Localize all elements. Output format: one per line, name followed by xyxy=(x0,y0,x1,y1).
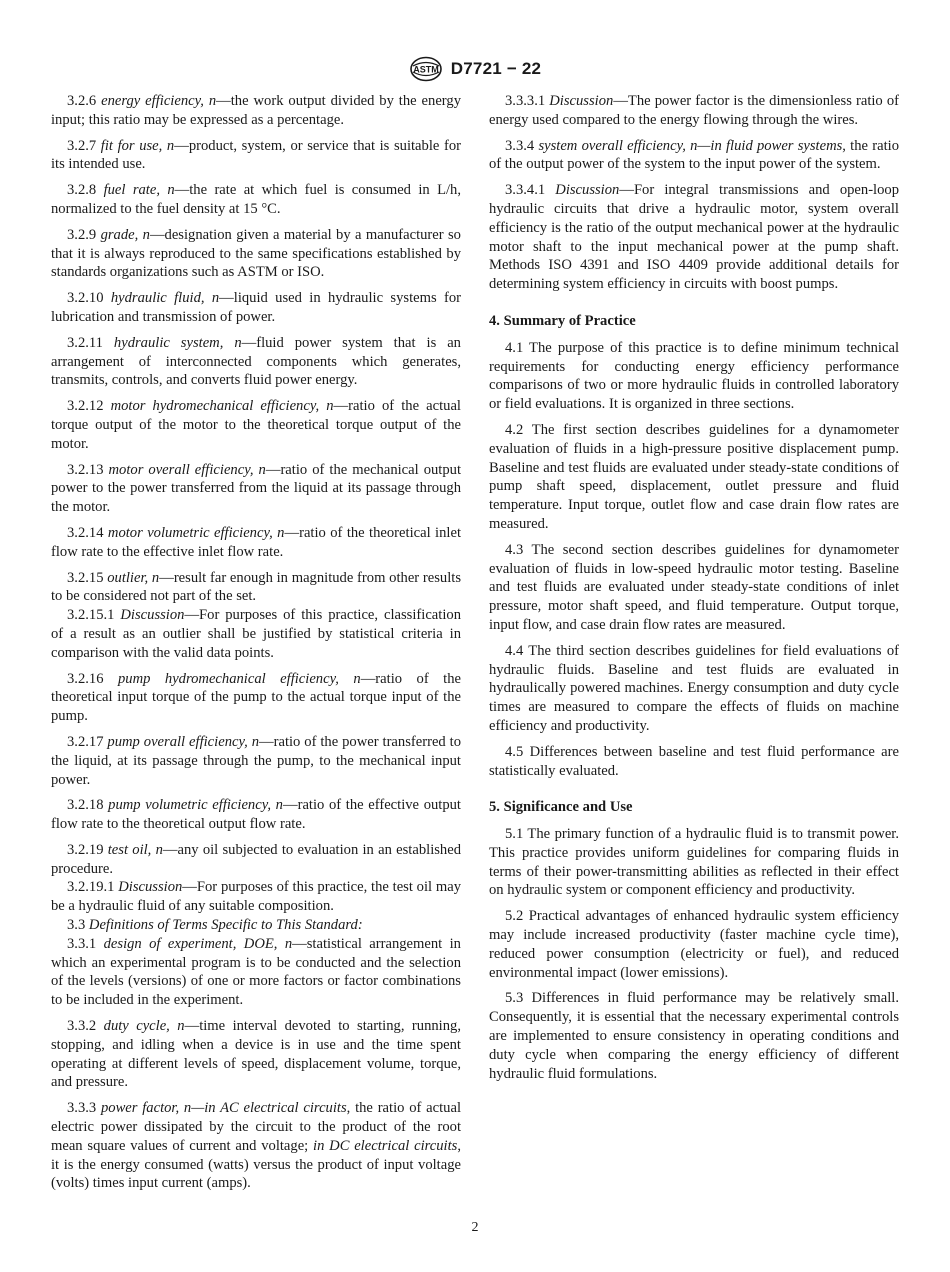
definition-term: Definitions of Terms Specific to This Standard: xyxy=(88,917,363,934)
definition-paragraph xyxy=(51,796,461,834)
body-paragraph: 5.2 Practical advantages of enhanced hydraulic system efficiency may include increased productivity (faster machine cycle time), reduced power consumption (electricity or fuel), and reduced environmental impact (lower emissions). xyxy=(489,908,899,981)
definition-number: 3.2.9 xyxy=(67,226,97,243)
definition-number: 3.2.17 xyxy=(67,733,104,750)
definition-term: motor overall efficiency, n xyxy=(108,461,266,478)
definition-text-secondary: , it is the energy consumed (watts) versus the product of input voltage (volts) times input current (amps). xyxy=(51,1137,461,1192)
definition-paragraph xyxy=(51,569,461,607)
definition-text: —fluid power system that is an arrangement of interconnected components which generates, transmits, controls, and converts fluid power energy. xyxy=(51,334,461,389)
definition-text: —the work output divided by the energy input; this ratio may be expressed as a percentage. xyxy=(51,93,461,128)
definition-number: 3.2.6 xyxy=(67,93,97,109)
definition-term: Discussion xyxy=(120,607,185,624)
definition-text: —statistical arrangement in which an experimental program is to be conducted and the selection of the levels (versions) of one or more factors or factor combinations to be included in the experiment. xyxy=(51,935,461,1009)
definition-number: 3.3.2 xyxy=(67,1018,97,1035)
definition-text: —ratio of the mechanical output power to the power transferred from the liquid at its passage through the motor. xyxy=(51,461,461,516)
definition-paragraph xyxy=(489,137,899,175)
body-paragraph: 5.3 Differences in fluid performance may be relatively small. Consequently, it is essential that the necessary experimental controls are implemented to ensure consistency in operating conditions and duty cycle when comparing the energy efficiency of different hydraulic fluid formulations. xyxy=(489,990,899,1082)
definition-term: grade, n xyxy=(100,226,150,243)
definition-term: system overall efficiency, n—in fluid power systems xyxy=(538,137,843,154)
definition-number: 3.2.19.1 xyxy=(67,879,115,896)
astm-logo-icon xyxy=(409,56,443,82)
definition-term: pump overall efficiency, n xyxy=(107,733,260,750)
definition-text: —liquid used in hydraulic systems for lubrication and transmission of power. xyxy=(51,290,461,325)
definition-text: , the ratio of the output power of the system to the input power of the system. xyxy=(489,137,899,173)
definition-paragraph xyxy=(51,289,461,327)
body-paragraph: 4.2 The first section describes guidelines for a dynamometer evaluation of fluids in a high-pressure positive displacement pump. Baseline and test fluids are evaluated under steady-state conditions of pump shaft speed, displacement, outlet pressure and fluid temperature. Input torque, outlet flow and case drain flow rates are measured. xyxy=(489,421,899,532)
definition-number: 3.2.10 xyxy=(67,290,104,307)
body-paragraph: 4.1 The purpose of this practice is to define minimum technical requirements for conducting energy efficiency performance comparisons of two or more hydraulic fluids in controlled laboratory or field evaluations. It is organized in three sections. xyxy=(489,339,899,413)
definition-term: energy efficiency, n xyxy=(101,93,217,109)
body-paragraph: 4.5 Differences between baseline and test fluid performance are statistically evaluated. xyxy=(489,743,899,779)
definition-text: —ratio of the theoretical inlet flow rate to the effective inlet flow rate. xyxy=(51,524,461,560)
definition-term: fit for use, n xyxy=(100,137,175,154)
definition-number: 3.3.3.1 xyxy=(505,93,546,109)
definition-paragraph xyxy=(51,92,461,130)
definition-term: outlier, n xyxy=(107,569,160,586)
left-column xyxy=(51,92,461,1200)
definition-paragraph xyxy=(51,670,461,726)
definition-number: 3.2.12 xyxy=(67,398,104,415)
definition-paragraph xyxy=(51,524,461,562)
section-5-heading: 5. Significance and Use xyxy=(489,799,633,816)
definition-text: —ratio of the power transferred to the liquid, at its passage through the pump, to the mechanical input power. xyxy=(51,733,461,788)
definition-term-secondary: in DC electrical circuits xyxy=(313,1137,458,1154)
definition-term: Discussion xyxy=(118,879,183,896)
document-designation: D7721 − 22 xyxy=(450,59,542,78)
definition-number: 3.3.1 xyxy=(67,935,97,952)
definition-term: Discussion xyxy=(555,182,620,199)
definition-paragraph xyxy=(51,916,461,935)
definition-text: —any oil subjected to evaluation in an established procedure. xyxy=(51,841,461,877)
body-paragraph: 5.1 The primary function of a hydraulic fluid is to transmit power. This practice provides uniform guidelines for comparing fluids in terms of their power-transmitting abilities as reflected in their effect on hydraulic system or component efficiency and productivity. xyxy=(489,826,899,899)
definition-term: design of experiment, DOE, n xyxy=(103,935,293,952)
svg-text:ASTM: ASTM xyxy=(413,64,439,75)
definition-text: —The power factor is the dimensionless ratio of energy used compared to the energy flowing through the wires. xyxy=(489,93,899,128)
definition-number: 3.3.4 xyxy=(505,137,535,154)
definition-term: pump volumetric efficiency, n xyxy=(108,797,283,814)
definition-term: hydraulic fluid, n xyxy=(110,290,220,307)
definition-term: duty cycle, n xyxy=(103,1018,185,1035)
right-column xyxy=(489,92,899,1090)
definition-paragraph xyxy=(51,334,461,390)
definition-number: 3.3.4.1 xyxy=(505,182,546,199)
definition-number: 3.2.7 xyxy=(67,137,97,154)
definition-paragraph xyxy=(51,1099,461,1193)
definition-number: 3.2.18 xyxy=(67,797,104,814)
definition-term: test oil, n xyxy=(107,841,163,858)
definition-term: pump hydromechanical efficiency, n xyxy=(117,670,361,687)
definition-term: motor volumetric efficiency, n xyxy=(107,524,285,541)
definition-paragraph xyxy=(51,841,461,879)
definition-text: —result far enough in magnitude from other results to be considered not part of the set. xyxy=(51,569,461,605)
definition-number: 3.2.11 xyxy=(67,334,103,351)
definition-text: —ratio of the actual torque output of the motor to the theoretical torque output of the motor. xyxy=(51,398,461,452)
definition-number: 3.2.14 xyxy=(67,524,104,541)
definition-number: 3.3.3 xyxy=(67,1100,97,1117)
definition-paragraph xyxy=(51,1017,461,1092)
definition-text: —ratio of the effective output flow rate to the theoretical output flow rate. xyxy=(51,797,461,833)
body-paragraph: 4.3 The second section describes guidelines for dynamometer evaluation of fluids in low-speed hydraulic motor testing. Baseline and test fluids are evaluated under steady-state conditions of inlet pressure, motor shaft speed, and fluid temperature. Output torque, input flow, and case drain flow rates are measured. xyxy=(489,541,899,633)
definition-text: —For purposes of this practice, classification of a result as an outlier shall be justified by statistical criteria in comparison with the valid data points. xyxy=(51,607,461,661)
definition-paragraph xyxy=(51,181,461,219)
definition-paragraph xyxy=(51,733,461,789)
definition-paragraph xyxy=(51,606,461,662)
definition-paragraph xyxy=(51,226,461,282)
definition-paragraph xyxy=(51,137,461,175)
definition-text: , the ratio of actual electric power dissipated by the circuit to the product of the root mean square values of current and voltage; xyxy=(51,1100,462,1154)
definition-paragraph xyxy=(489,92,899,130)
definition-number: 3.3 xyxy=(67,917,86,934)
definition-text: —product, system, or service that is suitable for its intended use. xyxy=(51,137,461,173)
definition-text: —time interval devoted to starting, running, stopping, and idling when a device is in use and the time spent operating at different levels of speed, displacement volume, torque, and pressure. xyxy=(51,1018,461,1091)
definition-term: fuel rate, n xyxy=(103,182,175,199)
definition-number: 3.2.15 xyxy=(67,569,104,586)
section-4-heading: 4. Summary of Practice xyxy=(489,312,636,329)
definition-number: 3.2.15.1 xyxy=(67,607,115,624)
definition-term: power factor, n—in AC electrical circuits xyxy=(100,1100,347,1117)
definition-text: —For purposes of this practice, the test oil may be a hydraulic fluid of any suitable composition. xyxy=(51,879,461,915)
body-paragraph: 4.4 The third section describes guidelines for field evaluations of hydraulic fluids. Baseline and test fluids are evaluated in hydraulically powered machines. Energy consumption and duty cycle times are measured to compare the effects of fluids on machine efficiency and productivity. xyxy=(489,642,899,734)
definition-text: —ratio of the theoretical input torque of the pump to the actual torque input of the pump. xyxy=(51,670,461,725)
definition-number: 3.2.16 xyxy=(67,670,104,687)
definition-paragraph xyxy=(51,397,461,453)
definition-number: 3.2.8 xyxy=(67,182,97,199)
definition-number: 3.2.13 xyxy=(67,461,104,478)
definition-text: —For integral transmissions and open-loop hydraulic circuits that drive a hydraulic motor, system overall efficiency is the ratio of the output mechanical power at the hydraulic motor shaft to the input mechanical power at the pump shaft. Methods ISO 4391 and ISO 4409 provide additional details for determining system efficiency in circuits with boost pumps. xyxy=(489,182,899,293)
definition-paragraph xyxy=(489,181,899,294)
definition-term: Discussion xyxy=(549,93,614,109)
definition-term: motor hydromechanical efficiency, n xyxy=(110,398,334,415)
definition-term: hydraulic system, n xyxy=(113,334,242,351)
definition-paragraph xyxy=(51,935,461,1010)
definition-text: —designation given a material by a manufacturer so that it is always reproduced to the same specifications established by standards organizations such as ASTM or ISO. xyxy=(51,226,461,281)
definition-paragraph xyxy=(51,461,461,517)
definition-paragraph xyxy=(51,878,461,916)
definition-number: 3.2.19 xyxy=(67,841,104,858)
definition-text: —the rate at which fuel is consumed in L/h, normalized to the fuel density at 15 °C. xyxy=(51,182,461,217)
page-header xyxy=(0,56,950,82)
page-number: 2 xyxy=(471,1220,479,1235)
